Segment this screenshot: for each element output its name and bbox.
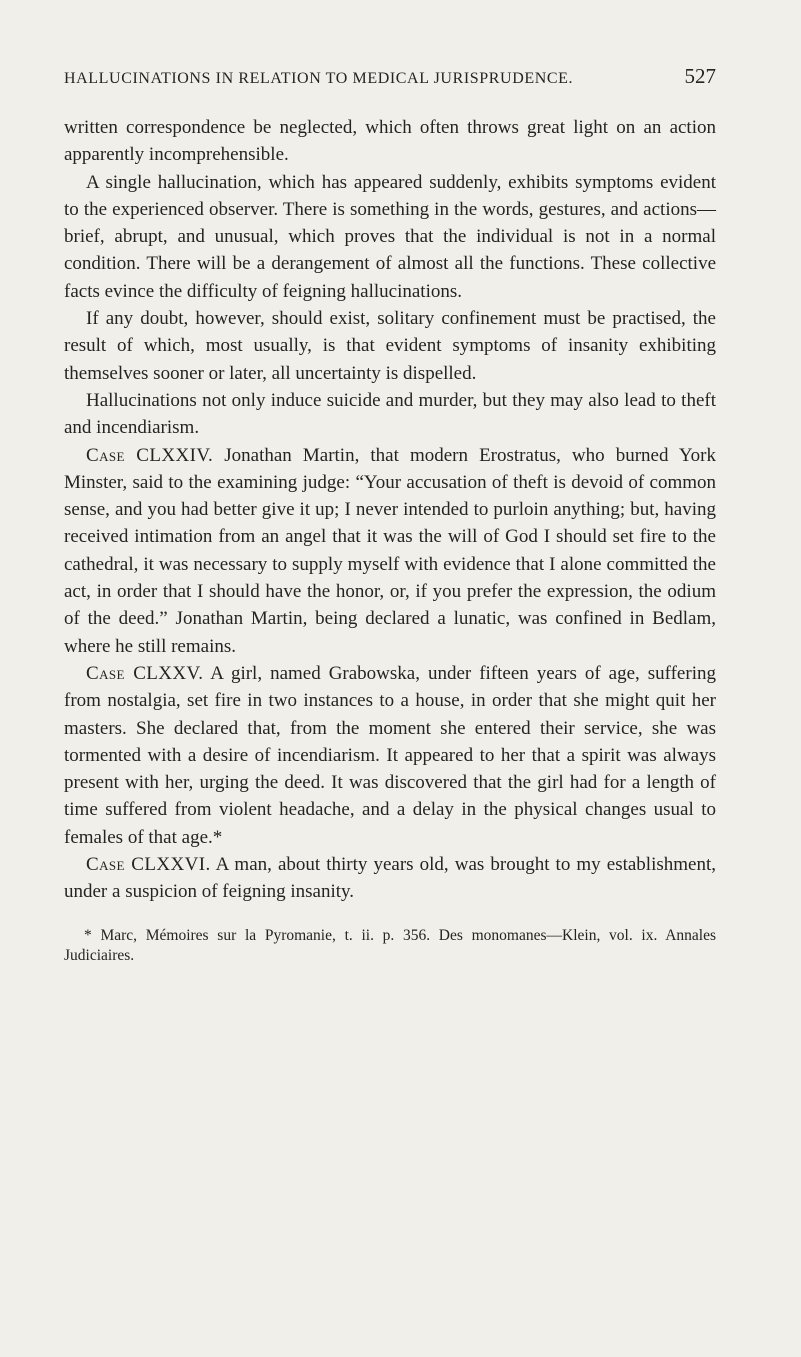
paragraph-text: A man, about thirty years old, was brought to my establishment, under a suspicion of feigning insanity. [64,854,716,903]
running-head [64,64,716,94]
book-page [64,64,716,966]
body-text [64,114,716,906]
page-number: 527 [684,64,716,88]
paragraph-continuation [64,114,716,169]
paragraph [64,169,716,305]
running-head-title: HALLUCINATIONS IN RELATION TO MEDICAL JURISPRUDENCE. [64,70,574,87]
paragraph-text: Jonathan Martin, that modern Erostratus, who burned York Minster, said to the examining judge: “Your accusation of theft is devoid of common sense, and you had better give it up; I never intended to purloin anything; but, having received intimation from an angel that it was the will of God I should set fire to the cathedral, it was necessary to supply myself with evidence that I alone committed the act, in order that I should have the honor, or, if you prefer the expression, the odium of the deed.” Jonathan Martin, being declared a lunatic, was confined in Bedlam, where he still remains. [64,444,716,657]
case-label: Case CLXXIV. [86,444,214,466]
paragraph-text: Hallucinations not only induce suicide and murder, but they may also lead to theft and incendiarism. [64,389,716,439]
case-paragraph [64,851,716,906]
paragraph [64,387,716,442]
case-paragraph [64,442,716,660]
footnote-text: * Marc, Mémoires sur la Pyromanie, t. ii. p. 356. Des monomanes—Klein, vol. ix. Annales Judiciaires. [64,926,716,964]
footnote [64,926,716,966]
case-label: Case CLXXV. [86,662,204,684]
case-paragraph [64,660,716,851]
paragraph-text: If any doubt, however, should exist, solitary confinement must be practised, the result of which, most usually, is that evident symptoms of insanity exhibiting themselves sooner or later, all uncertainty is dispelled. [64,308,716,384]
paragraph-text: written correspondence be neglected, which often throws great light on an action apparently incomprehensible. [64,117,716,166]
paragraph-text: A girl, named Grabowska, under fifteen years of age, suffering from nostalgia, set fire in two instances to a house, in order that she might quit her masters. She declared that, from the moment she entered their service, she was tormented with a desire of incendiarism. It appeared to her that a spirit was always present with her, urging the deed. It was discovered that the girl had for a length of time suffered from violent headache, and a delay in the physical changes usual to females of that age.* [64,662,716,848]
paragraph-text: A single hallucination, which has appeared suddenly, exhibits symptoms evident to the experienced observer. There is something in the words, gestures, and actions—brief, abrupt, and unusual, which proves that the individual is not in a normal condition. There will be a derangement of almost all the functions. These collective facts evince the difficulty of feigning hallucinations. [64,171,716,302]
case-label: Case CLXXVI. [86,854,211,876]
paragraph [64,305,716,387]
